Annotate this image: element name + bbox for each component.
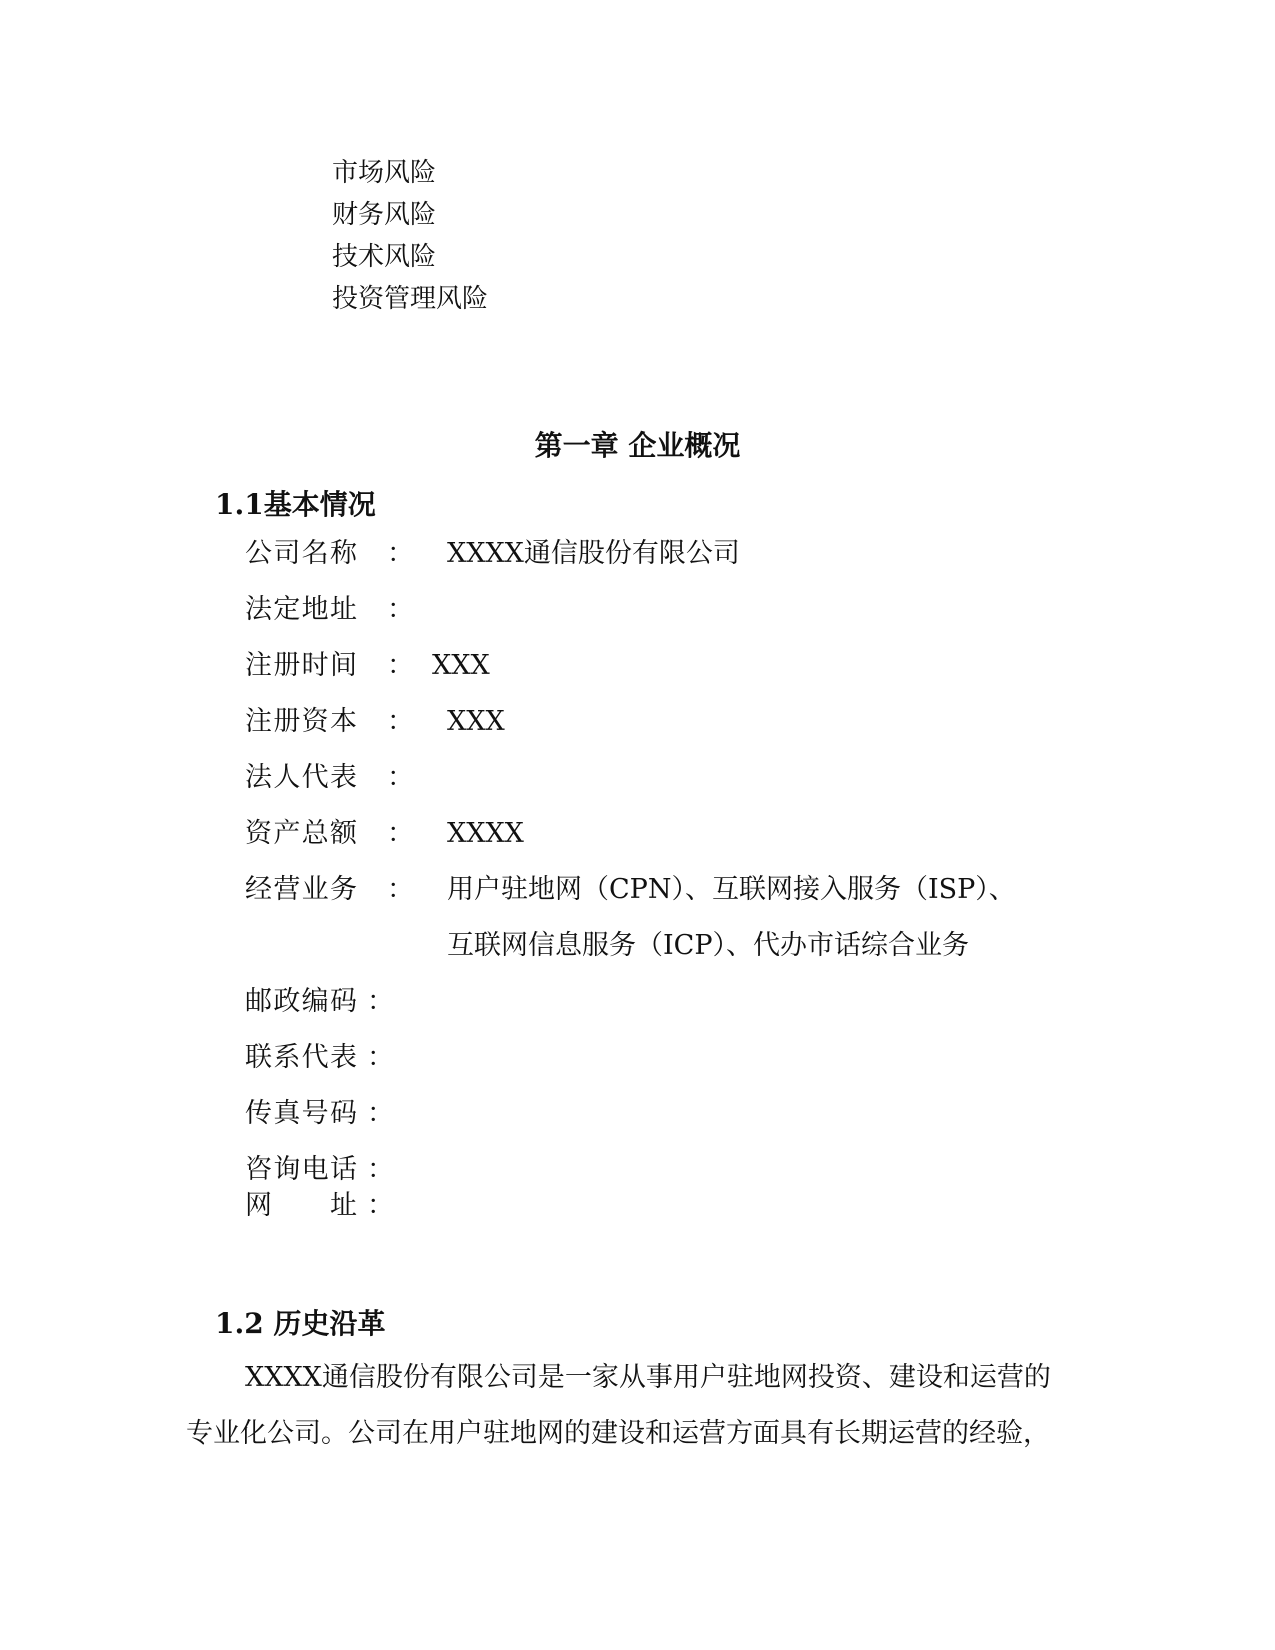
risk-item: 财务风险 xyxy=(332,200,437,230)
info-colon: ： xyxy=(387,538,414,569)
info-colon: ： xyxy=(387,706,414,737)
info-colon: ： xyxy=(387,650,414,681)
info-colon: ： xyxy=(367,1042,394,1073)
info-value-continuation: 互联网信息服务（ICP）、代办市话综合业务 xyxy=(447,930,969,961)
info-label: 咨询电话 xyxy=(245,1154,357,1185)
info-label: 公司名称 xyxy=(245,538,357,569)
info-value: XXXX通信股份有限公司 xyxy=(447,538,740,569)
info-value: XXX xyxy=(432,650,490,681)
info-colon: ： xyxy=(387,762,414,793)
info-label: 网址 xyxy=(245,1190,357,1221)
info-label: 联系代表 xyxy=(245,1042,357,1073)
risk-list xyxy=(332,152,488,320)
info-label: 注册时间 xyxy=(245,650,357,681)
info-label: 经营业务 xyxy=(245,874,357,905)
section-title-history: 1.2 历史沿革 xyxy=(215,1307,386,1340)
info-colon: ： xyxy=(387,818,414,849)
risk-item: 投资管理风险 xyxy=(332,284,489,314)
info-label: 资产总额 xyxy=(245,818,357,849)
info-colon: ： xyxy=(387,594,414,625)
risk-item: 市场风险 xyxy=(332,158,437,188)
info-label: 法定地址 xyxy=(245,594,357,625)
info-colon: ： xyxy=(367,1154,394,1185)
section-title-basic-info: 1.1基本情况 xyxy=(215,488,376,521)
history-paragraph-line: 专业化公司。公司在用户驻地网的建设和运营方面具有长期运营的经验， xyxy=(186,1418,1050,1449)
info-label: 邮政编码 xyxy=(245,986,357,1017)
info-label: 注册资本 xyxy=(245,706,357,737)
info-colon: ： xyxy=(387,874,414,905)
risk-item: 技术风险 xyxy=(332,242,437,272)
info-value: XXX xyxy=(447,706,505,737)
info-label: 传真号码 xyxy=(245,1098,357,1129)
info-value: 用户驻地网（CPN）、互联网接入服务（ISP）、 xyxy=(447,874,1016,905)
info-value: XXXX xyxy=(447,818,524,849)
info-colon: ： xyxy=(367,1098,394,1129)
history-paragraph-line: XXXX通信股份有限公司是一家从事用户驻地网投资、建设和运营的 xyxy=(245,1362,1051,1393)
info-label: 法人代表 xyxy=(245,762,357,793)
info-colon: ： xyxy=(367,1190,394,1221)
info-colon: ： xyxy=(367,986,394,1017)
chapter-title: 第一章 企业概况 xyxy=(534,429,741,462)
